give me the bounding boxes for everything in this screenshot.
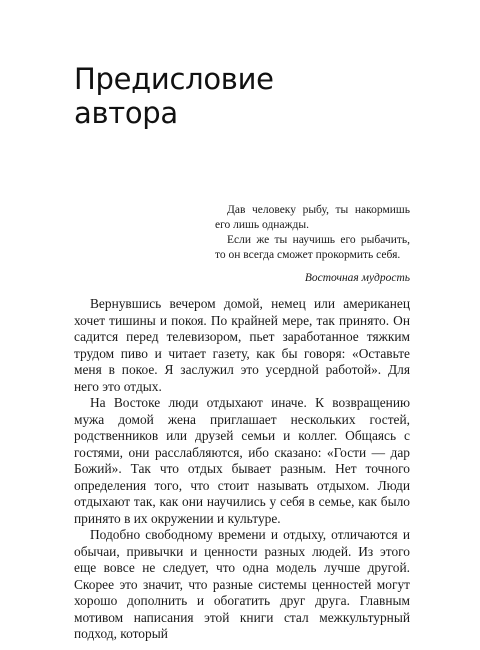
body-paragraph: Подобно свободному времени и отдыху, отличаются и обычаи, привычки и ценности разных людей. Из этого еще вовсе не следует, что одна модель лучше другой. Скорее это значит, что разные системы ценностей могут хорошо дополнить и обогатить друг друга. Главным мотивом написания этой книги стал межкультурный подход, который	[74, 527, 410, 641]
chapter-title	[74, 62, 274, 130]
epigraph-paragraph: Дав человеку рыбу, ты накормишь его лишь однажды.	[215, 204, 410, 231]
chapter-title-line-2: автора	[74, 96, 178, 130]
body-paragraph: На Востоке люди отдыхают иначе. К возвращению мужа домой жена приглашает нескольких гостей, родственников или друзей семьи и коллег. Общаясь с гостями, они расслабляются, ибо сказано: «Гости — дар Божий». Так что отдых бывает разным. Нет точного определения того, что стоит называть отдыхом. Люди отдыхают так, как они научились у себя в семье, как было принято в их окружении и культуре.	[74, 395, 410, 526]
epigraph-source: Восточная мудрость	[304, 272, 410, 284]
body-paragraph: Вернувшись вечером домой, немец или американец хочет тишины и покоя. По крайней мере, так принято. Он садится перед телевизором, пьет заработанное тяжким трудом пиво и читает газету, как бы говоря: «Оставьте меня в покое. Я заслужил это усердной работой». Для него это отдых.	[74, 296, 410, 394]
epigraph-paragraph: Если же ты научишь его рыбачить, то он всегда сможет прокормить себя.	[215, 234, 410, 261]
chapter-title-line-1: Предисловие	[74, 62, 274, 96]
body-text	[74, 296, 410, 643]
epigraph	[215, 203, 410, 286]
